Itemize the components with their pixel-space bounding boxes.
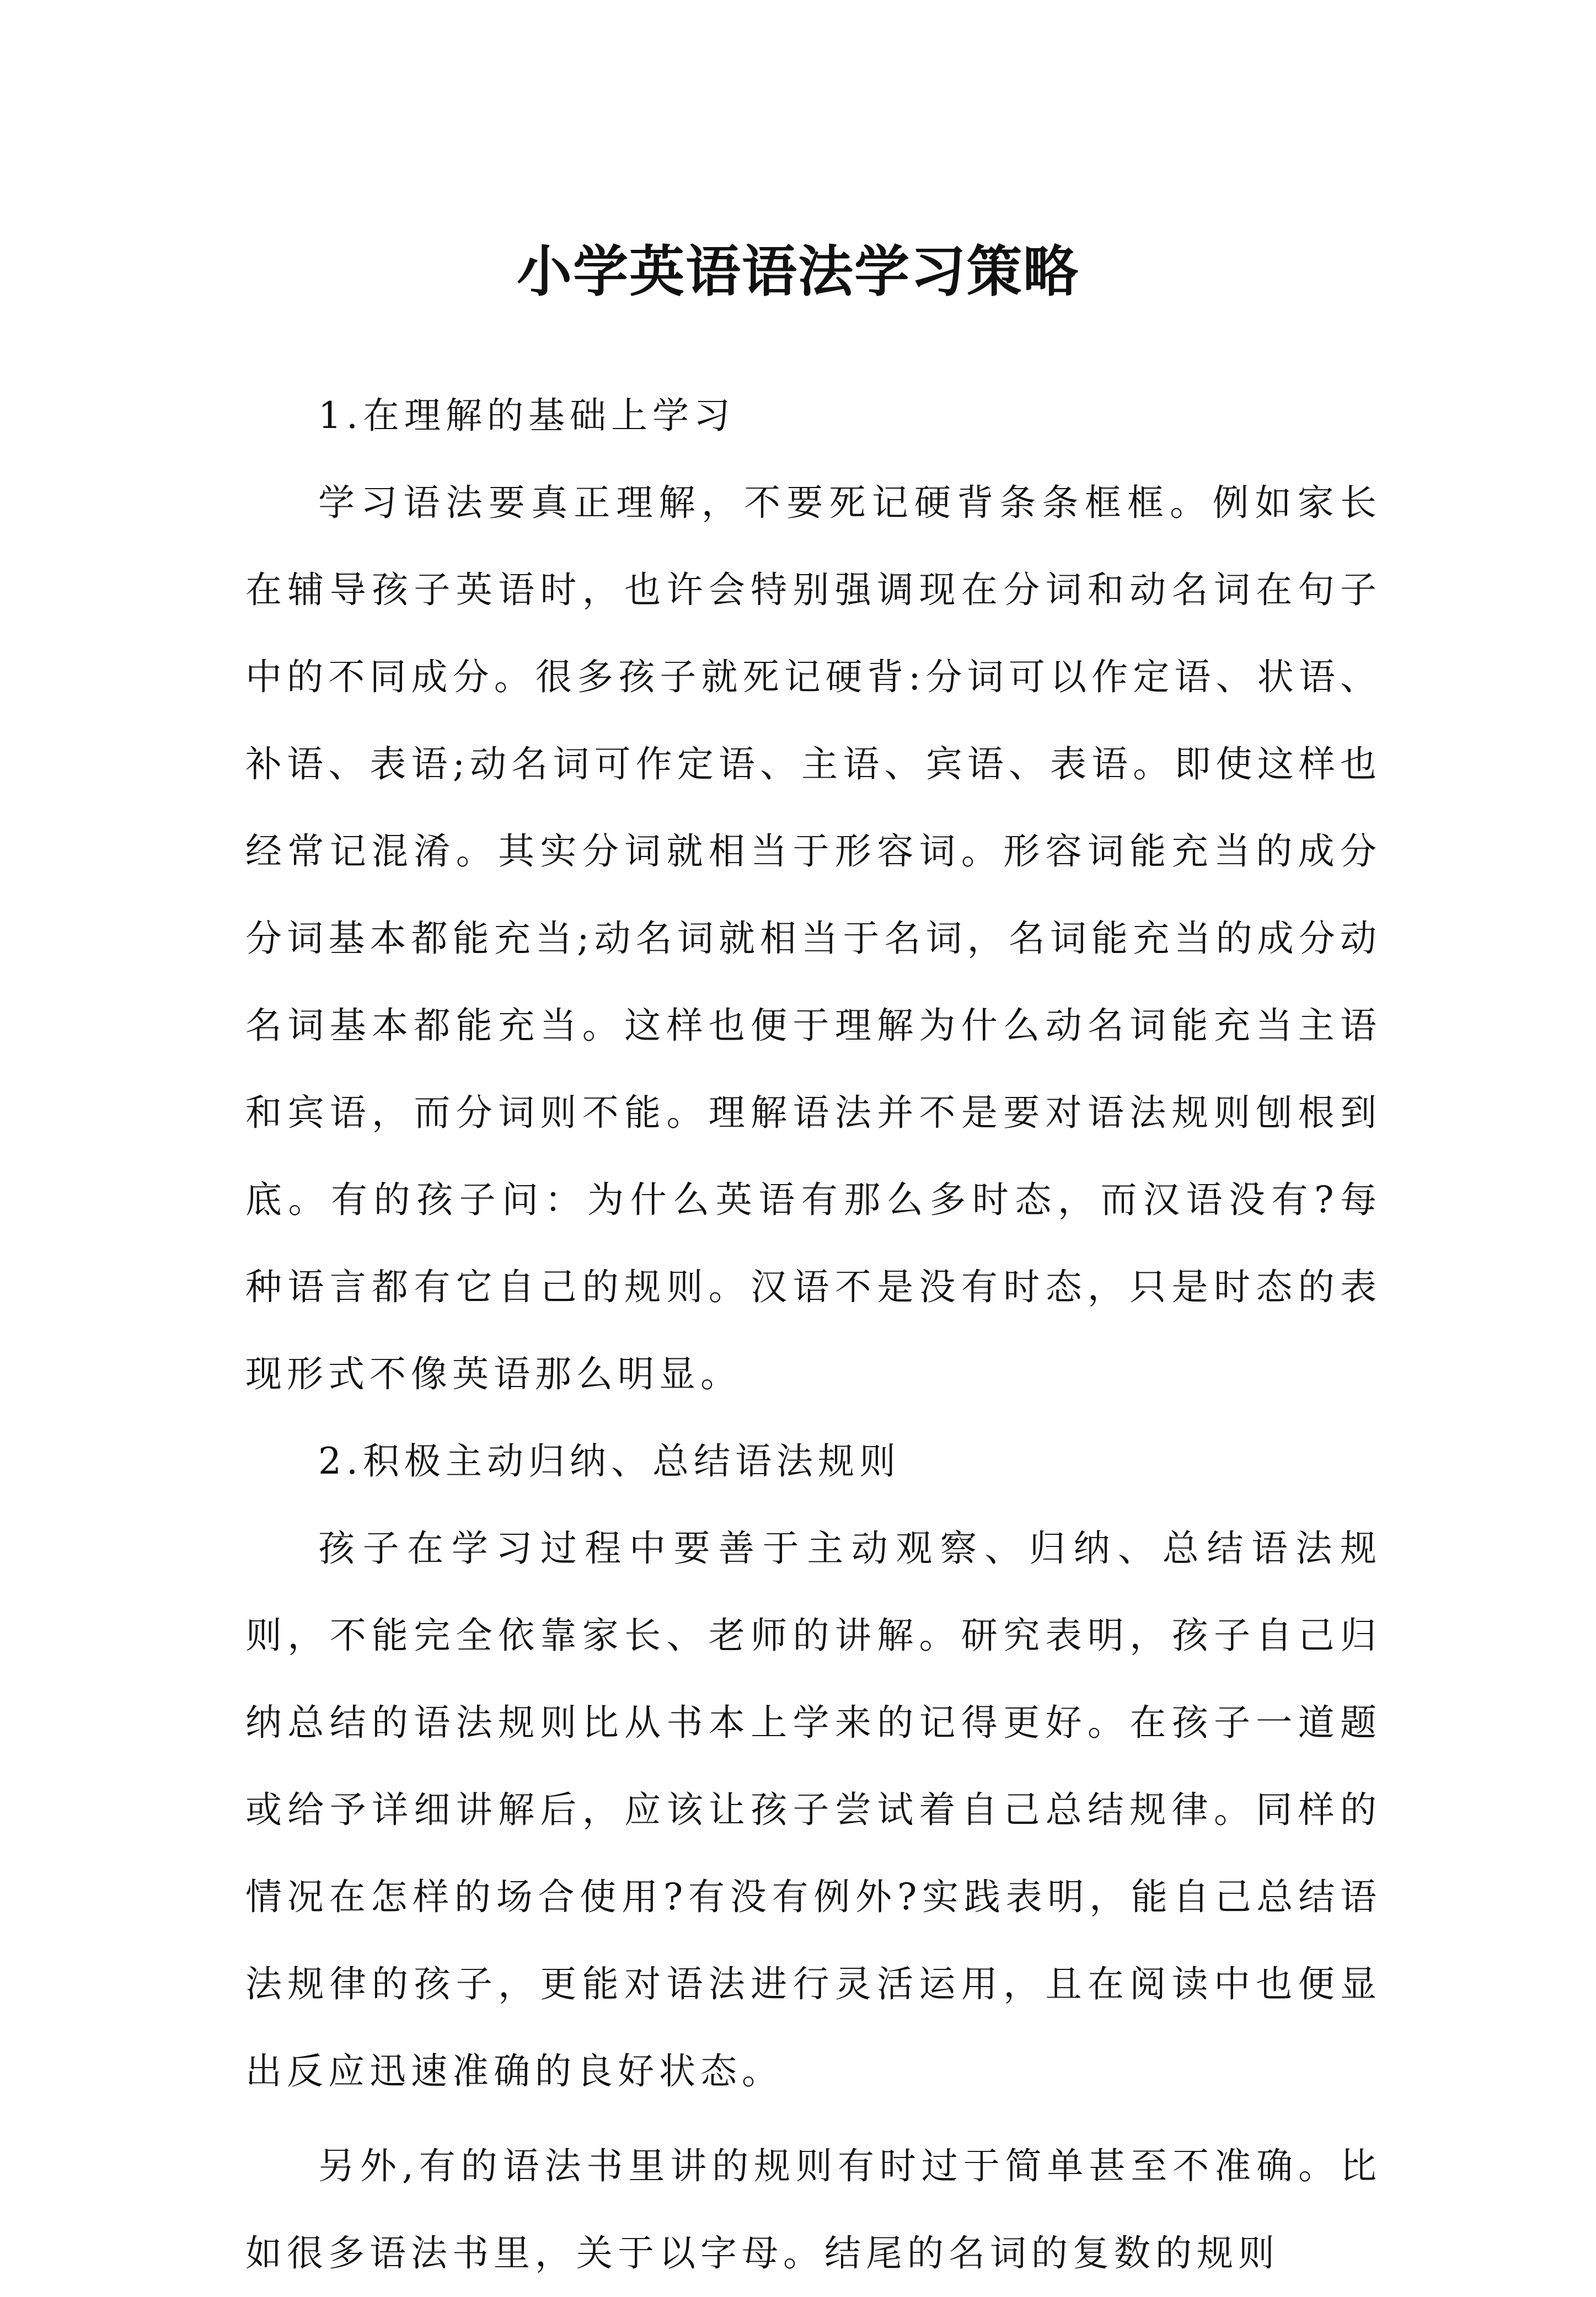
paragraph-additional: 另外,有的语法书里讲的规则有时过于简单甚至不准确。比如很多语法书里，关于以字母。结尾的名词的复数的规则 xyxy=(245,2145,1381,2274)
document-body xyxy=(245,372,1381,2297)
document-title: 小学英语语法学习策略 xyxy=(517,239,1079,304)
paragraph-summarize: 孩子在学习过程中要善于主动观察、归纳、总结语法规则，不能完全依靠家长、老师的讲解。研究表明，孩子自己归纳总结的语法规则比从书本上学来的记得更好。在孩子一道题或给予详细讲解后，应该让孩子尝试着自己总结规律。同样的情况在怎样的场合使用?有没有例外?实践表明，能自己总结语法规律的孩子，更能对语法进行灵活运用，且在阅读中也便显出反应迅速准确的良好状态。 xyxy=(245,1527,1381,2092)
paragraph-understanding: 学习语法要真正理解，不要死记硬背条条框框。例如家长在辅导孩子英语时，也许会特别强调现在分词和动名词在句子中的不同成分。很多孩子就死记硬背:分词可以作定语、状语、补语、表语;动名词可作定语、主语、宾语、表语。即使这样也经常记混淆。其实分词就相当于形容词。形容词能充当的成分分词基本都能充当;动名词就相当于名词，名词能充当的成分动名词基本都能充当。这样也便于理解为什么动名词能充当主语和宾语，而分词则不能。理解语法并不是要对语法规则刨根到底。有的孩子问：为什么英语有那么多时态，而汉语没有?每种语言都有它自己的规则。汉语不是没有时态，只是时态的表现形式不像英语那么明显。 xyxy=(245,481,1381,1395)
section-heading-2: 2.积极主动归纳、总结语法规则 xyxy=(318,1440,901,1482)
section-heading-1: 1.在理解的基础上学习 xyxy=(318,394,735,437)
